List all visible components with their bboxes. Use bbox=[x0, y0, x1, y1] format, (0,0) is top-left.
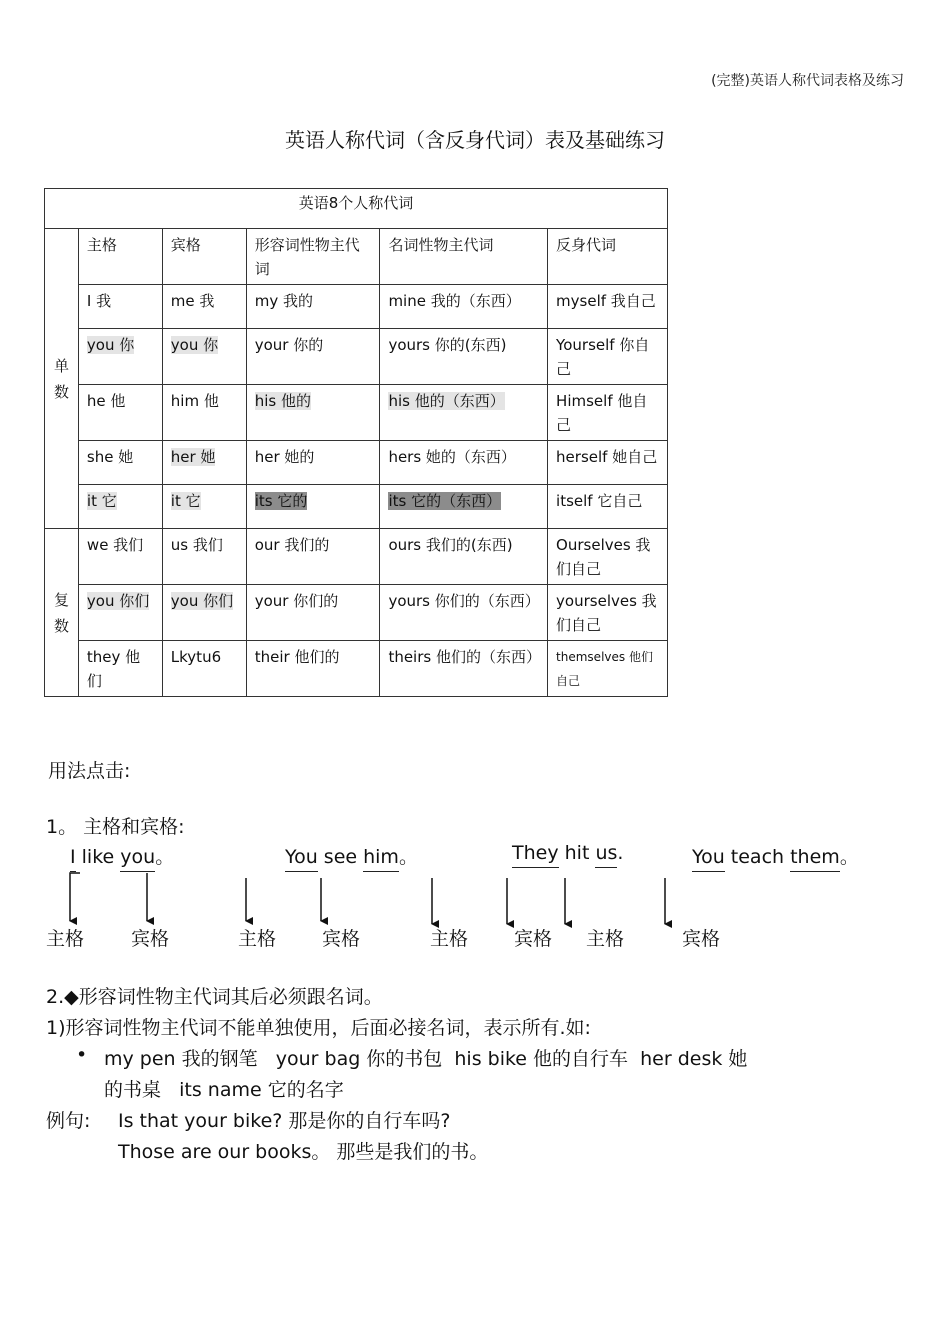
singular-label: 单 数 bbox=[45, 229, 79, 529]
cell-reflexive: Himself 他自己 bbox=[548, 385, 668, 441]
cell-object: her 她 bbox=[162, 441, 246, 485]
example-sentence: You teach them。 bbox=[692, 842, 859, 872]
example-sentence: I like you。 bbox=[70, 842, 174, 872]
cell-noun-possessive: his 他的（东西） bbox=[380, 385, 548, 441]
table-row bbox=[45, 485, 668, 529]
document-header: (完整)英语人称代词表格及练习 bbox=[711, 73, 904, 89]
header-object: 宾格 bbox=[162, 229, 246, 285]
cell-object: it 它 bbox=[162, 485, 246, 529]
table-caption: 英语8个人称代词 bbox=[45, 189, 668, 229]
cell-adj-possessive: your 你们的 bbox=[246, 585, 380, 641]
cell-reflexive: themselves 他们自己 bbox=[548, 641, 668, 697]
cell-adj-possessive: his 他的 bbox=[246, 385, 380, 441]
cell-reflexive: Ourselves 我们自己 bbox=[548, 529, 668, 585]
document-title: 英语人称代词（含反身代词）表及基础练习 bbox=[285, 128, 665, 152]
section2-heading: 2.◆形容词性物主代词其后必须跟名词。 bbox=[46, 986, 383, 1008]
header-adjective-possessive: 形容词性物主代词 bbox=[246, 229, 380, 285]
pronoun-table bbox=[44, 188, 668, 697]
table-row bbox=[45, 441, 668, 485]
cell-noun-possessive: ours 我们的(东西) bbox=[380, 529, 548, 585]
cell-subject: I 我 bbox=[78, 285, 162, 329]
case-label: 宾格 bbox=[322, 928, 361, 950]
case-label: 宾格 bbox=[682, 928, 721, 950]
cell-adj-possessive: my 我的 bbox=[246, 285, 380, 329]
table-row bbox=[45, 329, 668, 385]
example-sentence: They hit us. bbox=[512, 842, 623, 868]
grammar-arrows bbox=[0, 868, 950, 928]
cell-object: us 我们 bbox=[162, 529, 246, 585]
cell-subject: she 她 bbox=[78, 441, 162, 485]
cell-subject: you 你们 bbox=[78, 585, 162, 641]
cell-reflexive: herself 她自己 bbox=[548, 441, 668, 485]
header-noun-possessive: 名词性物主代词 bbox=[380, 229, 548, 285]
cell-noun-possessive: yours 你们的（东西） bbox=[380, 585, 548, 641]
case-label: 宾格 bbox=[131, 928, 170, 950]
cell-object: him 他 bbox=[162, 385, 246, 441]
case-label: 主格 bbox=[586, 928, 625, 950]
case-label: 主格 bbox=[46, 928, 85, 950]
cell-subject: he 他 bbox=[78, 385, 162, 441]
cell-subject: we 我们 bbox=[78, 529, 162, 585]
case-label: 主格 bbox=[238, 928, 277, 950]
cell-noun-possessive: hers 她的（东西） bbox=[380, 441, 548, 485]
cell-subject: it 它 bbox=[78, 485, 162, 529]
example-sentence-2: Those are our books。 那些是我们的书。 bbox=[118, 1141, 489, 1163]
cell-adj-possessive: her 她的 bbox=[246, 441, 380, 485]
table-row bbox=[45, 385, 668, 441]
table-row bbox=[45, 585, 668, 641]
plural-label: 复 数 bbox=[45, 529, 79, 697]
cell-object: me 我 bbox=[162, 285, 246, 329]
cell-noun-possessive: mine 我的（东西） bbox=[380, 285, 548, 329]
example-sentence-1: Is that your bike? 那是你的自行车吗? bbox=[118, 1110, 451, 1132]
cell-noun-possessive: its 它的（东西） bbox=[380, 485, 548, 529]
rule-text: 1)形容词性物主代词不能单独使用，后面必接名词，表示所有.如: bbox=[46, 1017, 591, 1039]
cell-reflexive: myself 我自己 bbox=[548, 285, 668, 329]
cell-noun-possessive: theirs 他们的（东西） bbox=[380, 641, 548, 697]
case-label: 宾格 bbox=[514, 928, 553, 950]
cell-reflexive: Yourself 你自己 bbox=[548, 329, 668, 385]
header-subject: 主格 bbox=[78, 229, 162, 285]
cell-reflexive: itself 它自己 bbox=[548, 485, 668, 529]
cell-adj-possessive: their 他们的 bbox=[246, 641, 380, 697]
bullet-examples: my pen 我的钢笔 your bag 你的书包 his bike 他的自行车 her desk 她 bbox=[104, 1048, 748, 1070]
cell-subject: they 他们 bbox=[78, 641, 162, 697]
example-label: 例句: bbox=[46, 1110, 91, 1132]
table-row bbox=[45, 285, 668, 329]
bullet-examples-cont: 的书桌 its name 它的名字 bbox=[104, 1079, 344, 1101]
cell-object: Lkytu6 bbox=[162, 641, 246, 697]
cell-adj-possessive: your 你的 bbox=[246, 329, 380, 385]
usage-heading: 用法点击: bbox=[48, 760, 131, 782]
example-sentence: You see him。 bbox=[285, 842, 418, 872]
table-row bbox=[45, 641, 668, 697]
section1-heading: 1。 主格和宾格: bbox=[46, 816, 185, 838]
cell-object: you 你们 bbox=[162, 585, 246, 641]
cell-adj-possessive: our 我们的 bbox=[246, 529, 380, 585]
cell-subject: you 你 bbox=[78, 329, 162, 385]
arrow-down-icon bbox=[70, 873, 80, 921]
bullet-marker: • bbox=[76, 1044, 88, 1066]
cell-adj-possessive: its 它的 bbox=[246, 485, 380, 529]
cell-reflexive: yourselves 我们自己 bbox=[548, 585, 668, 641]
case-label: 主格 bbox=[430, 928, 469, 950]
table-row bbox=[45, 529, 668, 585]
cell-object: you 你 bbox=[162, 329, 246, 385]
cell-noun-possessive: yours 你的(东西) bbox=[380, 329, 548, 385]
header-reflexive: 反身代词 bbox=[548, 229, 668, 285]
